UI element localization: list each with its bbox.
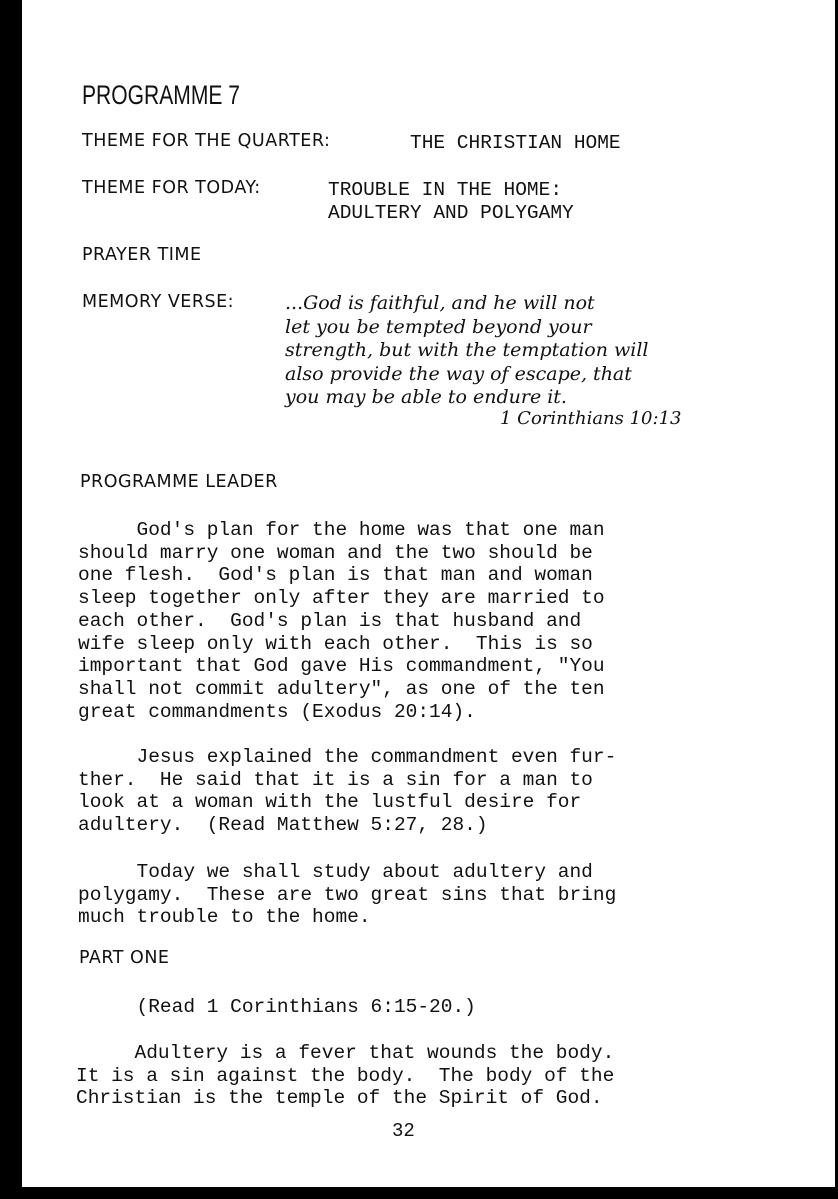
part-one-reading <box>78 996 476 1019</box>
theme-quarter-value: THE CHRISTIAN HOME <box>410 132 621 154</box>
paragraph-line: each other. God's plan is that husband and <box>78 609 582 632</box>
paragraph-line: Jesus explained the commandment even fur- <box>78 746 617 768</box>
memory-verse-line: also provide the way of escape, that <box>285 362 632 385</box>
paragraph-line: ther. He said that it is a sin for a man to <box>78 768 593 791</box>
paragraph-line: sleep together only after they are married to <box>78 587 605 610</box>
memory-verse-line: ...God is faithful, and he will not <box>285 292 595 314</box>
paragraph-line: Christian is the temple of the Spirit of God. <box>76 1087 603 1110</box>
theme-quarter-label: THEME FOR THE QUARTER: <box>82 131 331 151</box>
programme-leader-heading: PROGRAMME LEADER <box>80 472 278 492</box>
memory-verse-reference: 1 Corinthians 10:13 <box>500 408 682 429</box>
paragraph-line: one flesh. God's plan is that man and woman <box>78 564 593 587</box>
paragraph-line: (Read 1 Corinthians 6:15-20.) <box>78 996 476 1018</box>
part-one-paragraph <box>76 1042 614 1110</box>
paragraph-line: It is a sin against the body. The body of the <box>76 1064 615 1087</box>
paragraph-line: look at a woman with the lustful desire for <box>78 791 582 814</box>
memory-verse-text <box>285 292 649 410</box>
paragraph-line: polygamy. These are two great sins that bring <box>78 883 617 906</box>
paragraph-line: Today we shall study about adultery and <box>78 861 593 883</box>
leader-paragraph-1 <box>78 519 605 723</box>
leader-paragraph-2 <box>78 746 616 837</box>
paragraph-line: much trouble to the home. <box>78 906 371 929</box>
paragraph-line: adultery. (Read Matthew 5:27, 28.) <box>78 814 488 837</box>
scan-border-bottom <box>0 1187 838 1199</box>
memory-verse-line: strength, but with the temptation will <box>285 339 649 361</box>
programme-title: PROGRAMME 7 <box>82 80 240 110</box>
paragraph-line: important that God gave His commandment, "You <box>78 655 605 678</box>
leader-paragraph-3 <box>78 861 616 929</box>
memory-verse-line: you may be able to endure it. <box>285 386 567 408</box>
paragraph-line: wife sleep only with each other. This is so <box>78 632 593 655</box>
scan-border-left <box>0 0 22 1199</box>
paragraph-line: should marry one woman and the two should be <box>78 541 593 564</box>
paragraph-line: great commandments (Exodus 20:14). <box>78 700 476 723</box>
theme-today-label: THEME FOR TODAY: <box>82 178 261 198</box>
theme-today-line-1: TROUBLE IN THE HOME: <box>328 179 563 201</box>
prayer-time-heading: PRAYER TIME <box>82 245 202 265</box>
paragraph-line: shall not commit adultery", as one of the ten <box>78 677 605 700</box>
memory-verse-line: let you be tempted beyond your <box>285 315 592 338</box>
paragraph-line: God's plan for the home was that one man <box>78 519 605 541</box>
paragraph-line: Adultery is a fever that wounds the body. <box>76 1042 615 1064</box>
theme-today-line-2: ADULTERY AND POLYGAMY <box>328 202 574 224</box>
part-one-heading: PART ONE <box>79 948 170 968</box>
memory-verse-label: MEMORY VERSE: <box>82 292 235 312</box>
page-number: 32 <box>392 1120 415 1142</box>
